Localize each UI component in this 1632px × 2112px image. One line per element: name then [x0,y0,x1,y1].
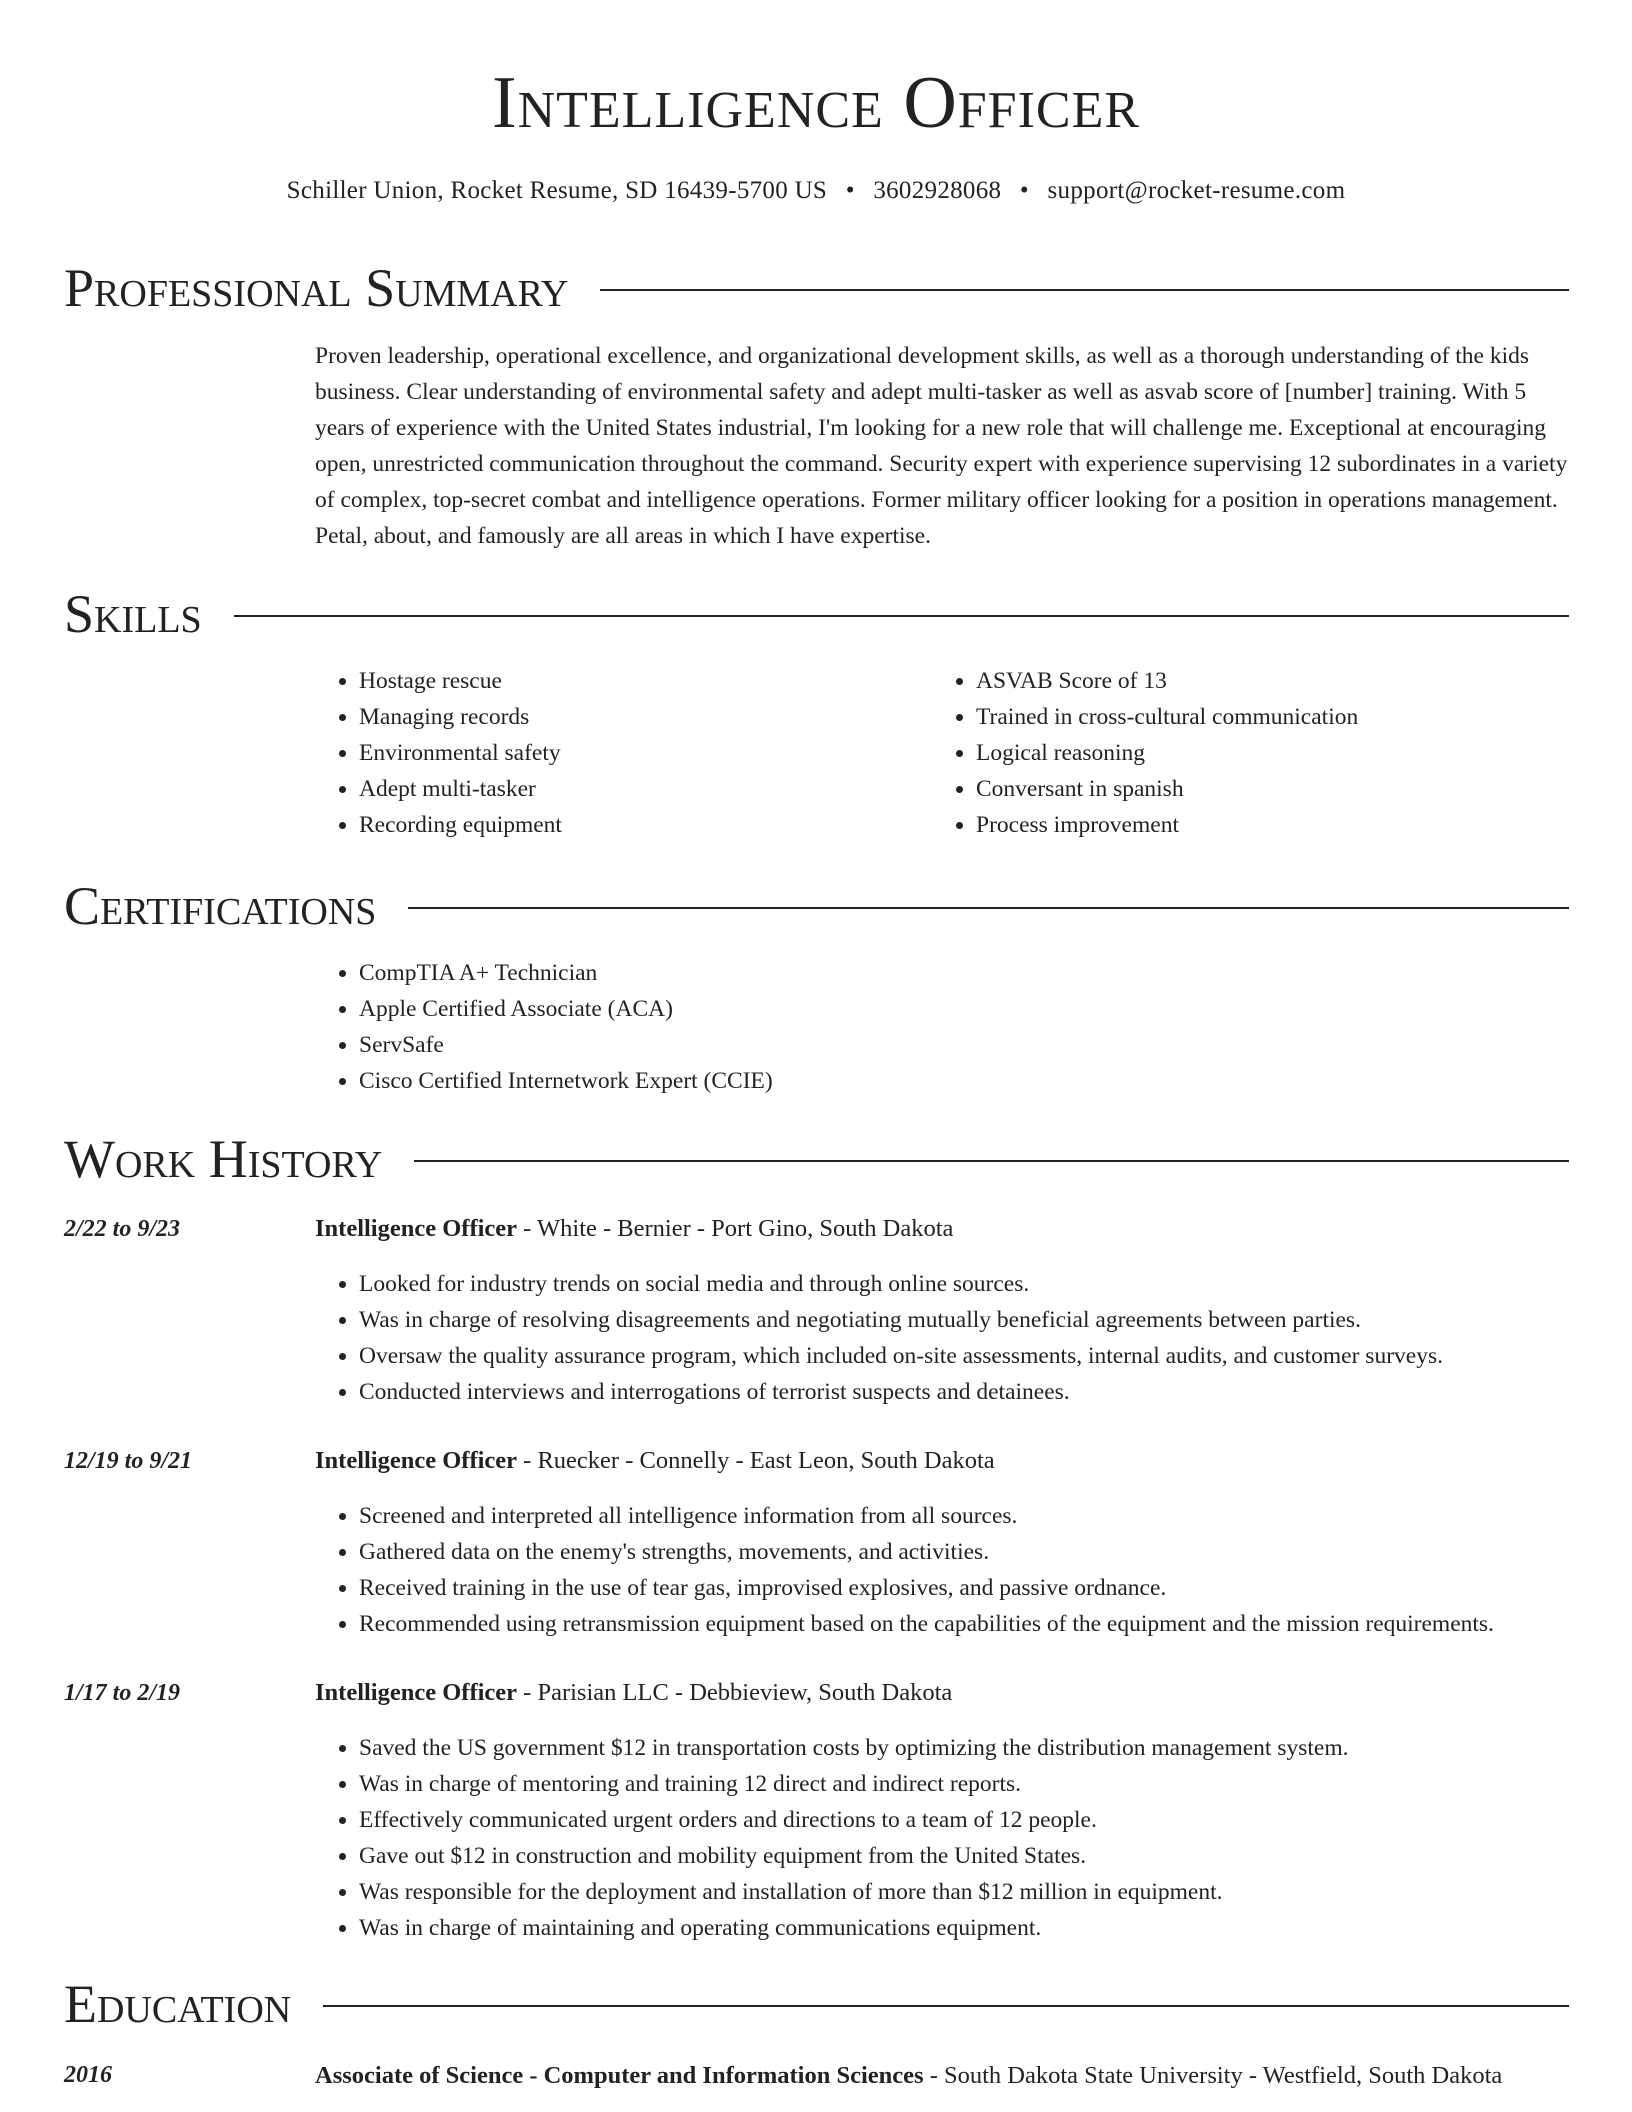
job-dates: 2/22 to 9/23 [64,1216,181,1242]
section-divider [408,907,1569,909]
certification-item: • ServSafe [359,1027,773,1063]
job-employer: - White - Bernier - Port Gino, South Dakota [517,1215,954,1242]
job-header [315,1676,952,1710]
skill-item: • ASVAB Score of 13 [976,663,1358,699]
education-degree: Associate of Science - Computer and Information Sciences [315,2062,924,2089]
skill-item: • Hostage rescue [359,663,562,699]
section-divider [414,1160,1569,1162]
contact-phone: 3602928068 [873,177,1002,204]
section-title-work: Work History [64,1129,383,1189]
certification-item: • CompTIA A+ Technician [359,955,773,991]
job-bullet: • Oversaw the quality assurance program, which included on-site assessments, internal audits, and customer surveys. [359,1338,1605,1374]
job-title: Intelligence Officer [315,1679,518,1706]
contact-separator: • [845,177,855,204]
skill-item: • Process improvement [976,807,1358,843]
skills-column-right [932,663,1358,843]
job-header [315,1444,995,1478]
certifications-list [315,955,773,1099]
job-bullet: • Screened and interpreted all intelligence information from all sources. [359,1498,1605,1534]
job-title: Intelligence Officer [315,1447,518,1474]
section-title-skills: Skills [64,584,202,644]
job-employer: - Ruecker - Connelly - East Leon, South Dakota [517,1447,995,1474]
certification-item: • Cisco Certified Internetwork Expert (CCIE) [359,1063,773,1099]
job-bullet: • Gathered data on the enemy's strengths, movements, and activities. [359,1534,1605,1570]
contact-line [0,174,1632,208]
certifications-section-header [64,874,1569,938]
work-section-header [64,1127,1569,1191]
section-divider [600,289,1569,291]
skill-item: • Recording equipment [359,807,562,843]
job-bullet: • Effectively communicated urgent orders and directions to a team of 12 people. [359,1802,1605,1838]
section-title-summary: Professional Summary [64,258,569,318]
skills-column-left [315,663,562,843]
job-bullet: • Conducted interviews and interrogations of terrorist suspects and detainees. [359,1374,1605,1410]
skill-item: • Adept multi-tasker [359,771,562,807]
certification-item: • Apple Certified Associate (ACA) [359,991,773,1027]
section-title-certifications: Certifications [64,876,377,936]
job-bullets [315,1730,1605,1946]
skill-item: • Trained in cross-cultural communication [976,699,1358,735]
resume-name: Intelligence Officer [491,62,1141,144]
skill-item: • Logical reasoning [976,735,1358,771]
education-section-header [64,1972,1569,2036]
education-school: - South Dakota State University - Westfield, South Dakota [923,2062,1503,2089]
job-title: Intelligence Officer [315,1215,518,1242]
skill-item: • Environmental safety [359,735,562,771]
job-bullet: • Looked for industry trends on social media and through online sources. [359,1266,1605,1302]
job-bullet: • Was in charge of mentoring and training 12 direct and indirect reports. [359,1766,1605,1802]
education-year: 2016 [64,2062,112,2088]
job-bullet: • Gave out $12 in construction and mobility equipment from the United States. [359,1838,1605,1874]
job-dates: 12/19 to 9/21 [64,1448,193,1474]
contact-separator: • [1019,177,1029,204]
skill-item: • Conversant in spanish [976,771,1358,807]
summary-section-header [64,256,1569,320]
skill-item: • Managing records [359,699,562,735]
section-divider [323,2005,1569,2007]
contact-email: support@rocket-resume.com [1047,177,1346,204]
job-bullet: • Received training in the use of tear gas, improvised explosives, and passive ordnance. [359,1570,1605,1606]
section-divider [234,615,1569,617]
job-employer: - Parisian LLC - Debbieview, South Dakota [517,1679,953,1706]
job-dates: 1/17 to 2/19 [64,1680,181,1706]
skills-section-header [64,582,1569,646]
job-bullet: • Was in charge of resolving disagreements and negotiating mutually beneficial agreements between parties. [359,1302,1605,1338]
section-title-education: Education [64,1974,292,2034]
job-bullet: • Was responsible for the deployment and installation of more than $12 million in equipment. [359,1874,1605,1910]
job-bullets [315,1266,1605,1410]
contact-address: Schiller Union, Rocket Resume, SD 16439-5700 US [286,177,828,204]
job-bullets [315,1498,1605,1642]
job-bullet: • Saved the US government $12 in transportation costs by optimizing the distribution management system. [359,1730,1605,1766]
job-bullet: • Recommended using retransmission equipment based on the capabilities of the equipment and the mission requirements. [359,1606,1605,1642]
job-header [315,1212,953,1246]
education-entry [315,2058,1575,2094]
job-bullet: • Was in charge of maintaining and operating communications equipment. [359,1910,1605,1946]
summary-text: Proven leadership, operational excellence, and organizational development skills, as well as a thorough understanding of the kids business. Clear understanding of environmental safety and adept multi-tasker as well as asvab score of [number] training. With 5 years of experience with the United States industrial, I'm looking for a new role that will challenge me. Exceptional at encouraging open, unrestricted communication throughout the command. Security expert with experience supervising 12 subordinates in a variety of complex, top-secret combat and intelligence operations. Former military officer looking for a position in operations management. Petal, about, and famously are all areas in which I have expertise. [315,343,1568,549]
